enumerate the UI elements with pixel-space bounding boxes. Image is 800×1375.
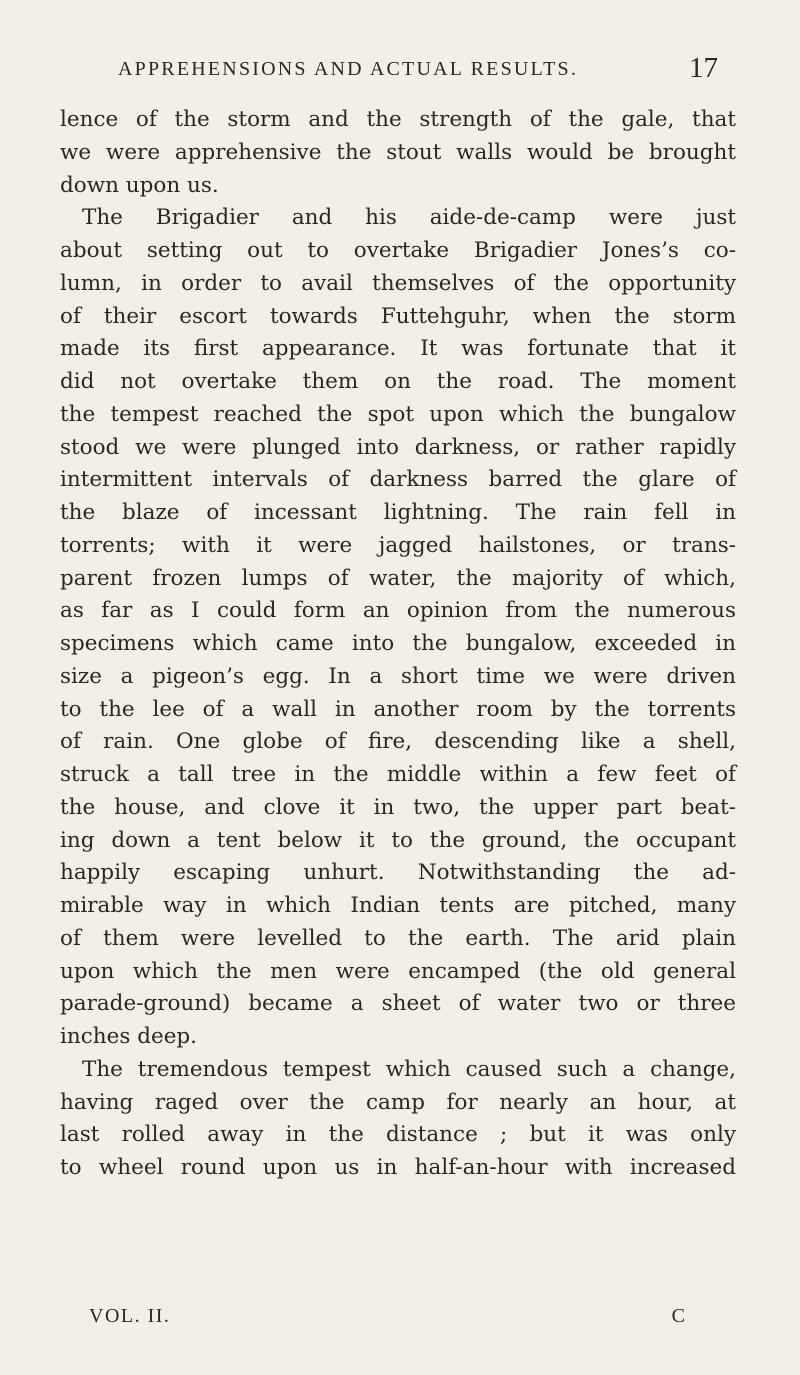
- body-text: [60, 104, 736, 1185]
- text-line: to the lee of a wall in another room by the torrents: [60, 696, 736, 722]
- text-line: inches deep.: [60, 1024, 198, 1049]
- text-line: of their escort towards Futtehguhr, when the storm: [60, 303, 736, 329]
- text-line: did not overtake them on the road. The moment: [60, 369, 736, 394]
- text-line: last rolled away in the distance ; but it was only: [60, 1122, 736, 1148]
- running-head: [118, 52, 718, 92]
- text-line: parade-ground) became a sheet of water two or three: [60, 991, 736, 1017]
- text-line: happily escaping unhurt. Notwithstanding the ad-: [60, 860, 736, 886]
- text-line: specimens which came into the bungalow, exceeded in: [60, 631, 736, 656]
- page-number: 17: [689, 52, 718, 84]
- text-line: ing down a tent below it to the ground, the occupant: [60, 827, 736, 853]
- text-line: lence of the storm and the strength of the gale, that: [60, 107, 736, 132]
- signature-mark: C: [671, 1305, 685, 1327]
- running-title: APPREHENSIONS AND ACTUAL RESULTS.: [118, 58, 579, 80]
- text-line: the blaze of incessant lightning. The rain fell in: [60, 500, 736, 525]
- text-line: lumn, in order to avail themselves of the opportunity: [60, 270, 736, 296]
- text-line: torrents; with it were jagged hailstones, or trans-: [60, 532, 736, 558]
- text-line: of rain. One globe of fire, descending like a shell,: [60, 729, 736, 755]
- text-line: the tempest reached the spot upon which the bungalow: [60, 401, 736, 427]
- text-line: down upon us.: [60, 172, 219, 198]
- text-line: of them were levelled to the earth. The arid plain: [60, 925, 736, 951]
- text-line: the house, and clove it in two, the upper part beat-: [60, 794, 736, 820]
- text-line: size a pigeon’s egg. In a short time we were driven: [60, 663, 736, 689]
- text-line: we were apprehensive the stout walls would be brought: [60, 139, 736, 165]
- text-line: made its first appearance. It was fortunate that it: [60, 336, 736, 362]
- text-line: about setting out to overtake Brigadier Jones’s co-: [60, 238, 736, 263]
- paragraph-start-line: The tremendous tempest which caused such a change,: [82, 1056, 736, 1082]
- volume-mark: VOL. II.: [89, 1305, 171, 1327]
- paragraph-start-line: The Brigadier and his aide-de-camp were just: [82, 205, 736, 231]
- page-footer: [89, 1305, 685, 1341]
- text-line: parent frozen lumps of water, the majority of which,: [60, 565, 736, 591]
- text-line: upon which the men were encamped (the old general: [60, 958, 736, 984]
- text-line: stood we were plunged into darkness, or rather rapidly: [60, 434, 736, 460]
- text-line: as far as I could form an opinion from the numerous: [60, 598, 736, 624]
- text-line: having raged over the camp for nearly an hour, at: [60, 1089, 736, 1115]
- text-line: intermittent intervals of darkness barred the glare of: [60, 467, 736, 493]
- text-line: struck a tall tree in the middle within a few feet of: [60, 762, 736, 787]
- text-line: to wheel round upon us in half-an-hour with increased: [60, 1155, 736, 1180]
- text-line: mirable way in which Indian tents are pitched, many: [60, 893, 736, 918]
